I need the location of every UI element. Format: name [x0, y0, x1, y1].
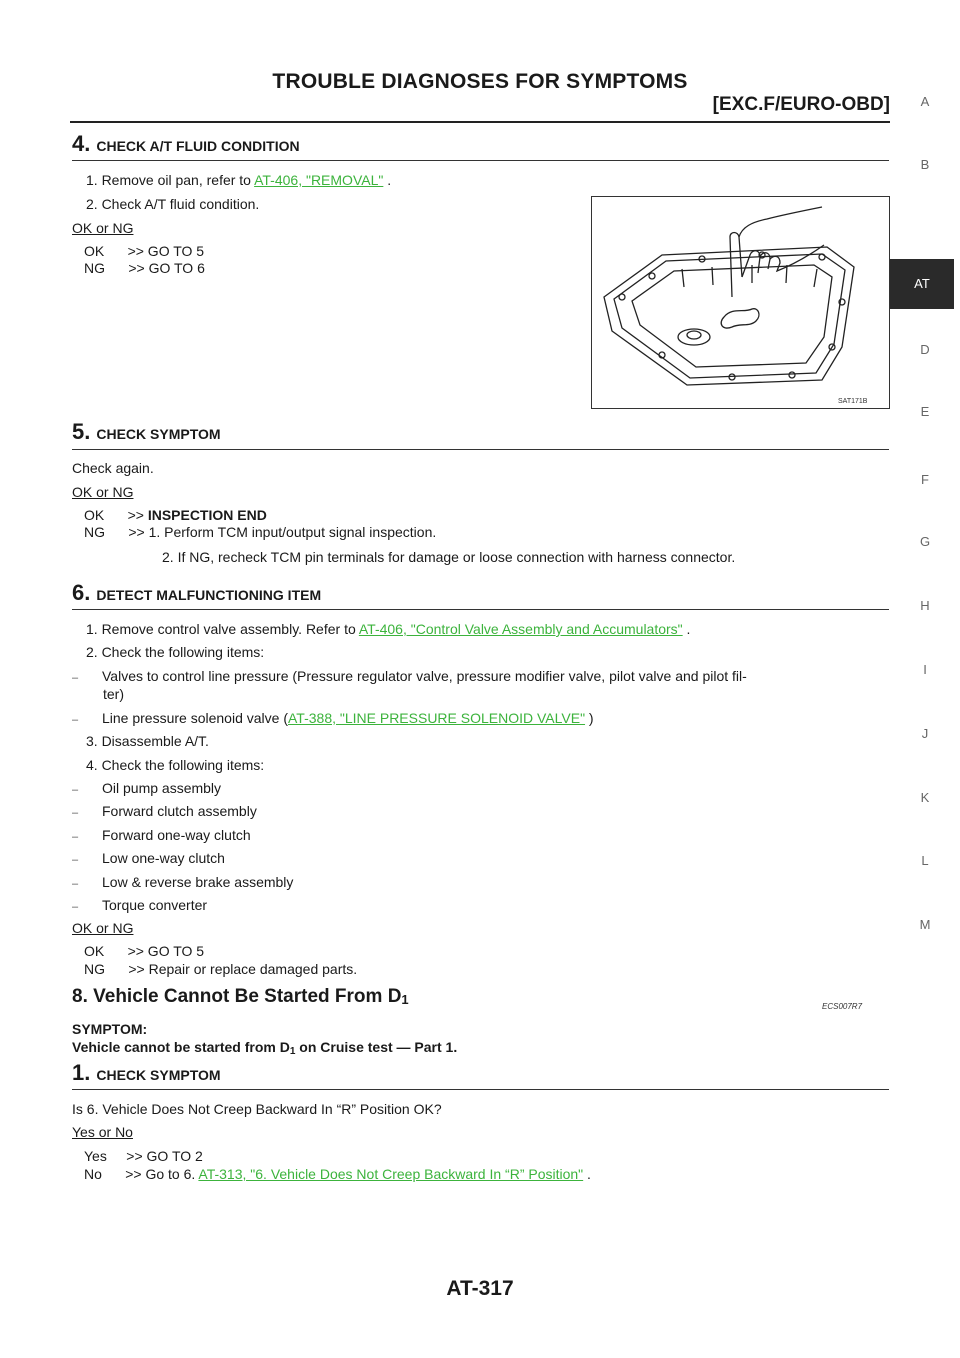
- reference-link[interactable]: AT-313, "6. Vehicle Does Not Creep Backward In “R” Position": [198, 1166, 584, 1182]
- dash-bullet: –: [72, 672, 79, 684]
- list-item: [72, 874, 293, 893]
- list-item-cont: ter): [103, 686, 124, 702]
- oil-pan-figure: [591, 196, 890, 409]
- step-rule: [72, 449, 889, 450]
- step-title: DETECT MALFUNCTIONING ITEM: [96, 587, 322, 603]
- step-title: CHECK SYMPTOM: [96, 1067, 221, 1083]
- list-item: [72, 803, 257, 822]
- step-title: CHECK SYMPTOM: [96, 426, 221, 442]
- list-item: [72, 780, 221, 799]
- ok-ng-label: OK or NG: [72, 220, 134, 236]
- list-item-text: ): [585, 710, 594, 726]
- symptom-text-part: on Cruise test — Part 1.: [295, 1039, 458, 1055]
- reference-link[interactable]: AT-406, "REMOVAL": [254, 172, 384, 188]
- instruction-text: .: [383, 172, 392, 188]
- page-subtitle: [EXC.F/EURO-OBD]: [712, 94, 890, 115]
- step-number: 6.: [72, 580, 91, 605]
- sidebar-tab-a[interactable]: A: [920, 94, 930, 109]
- list-item-text: Line pressure solenoid valve (: [102, 710, 288, 726]
- sidebar-tab-g[interactable]: G: [919, 534, 931, 549]
- list-item: [72, 897, 207, 916]
- step-5-heading: [72, 419, 221, 445]
- section-heading: [72, 986, 409, 1008]
- step-6-heading: [72, 580, 321, 606]
- instruction-line: Check again.: [72, 460, 154, 476]
- list-item-text: Low & reverse brake assembly: [102, 874, 294, 890]
- list-item-text: Forward clutch assembly: [102, 803, 257, 819]
- no-result: [84, 1166, 591, 1183]
- dash-bullet: –: [72, 807, 79, 819]
- result-text: OK >>: [84, 507, 148, 523]
- oil-pan-illustration: [592, 197, 889, 408]
- instruction-line: Is 6. Vehicle Does Not Creep Backward In “R” Position OK?: [72, 1101, 442, 1117]
- step-number: 5.: [72, 419, 91, 444]
- section-title-sub: 1: [401, 992, 409, 1007]
- sidebar-tab-l[interactable]: L: [921, 853, 929, 868]
- ng-result: NG >> GO TO 6: [84, 260, 205, 276]
- step-rule: [72, 160, 889, 161]
- instruction-line: 3. Disassemble A/T.: [86, 733, 209, 749]
- ok-result: OK >> GO TO 5: [84, 243, 205, 259]
- list-item-text: Oil pump assembly: [102, 780, 222, 796]
- instruction-line: [86, 172, 391, 189]
- result-text: .: [583, 1166, 591, 1182]
- ok-result: [84, 507, 267, 524]
- dash-bullet: –: [72, 878, 79, 890]
- sidebar-tab-h[interactable]: H: [920, 598, 930, 613]
- step-1-heading: [72, 1060, 221, 1086]
- dash-bullet: –: [72, 714, 79, 726]
- sidebar-tab-j[interactable]: J: [921, 726, 929, 741]
- section-index-sidebar: [890, 0, 960, 1358]
- dash-bullet: –: [72, 784, 79, 796]
- step-rule: [72, 609, 889, 610]
- sidebar-tab-d[interactable]: D: [920, 342, 930, 357]
- step-number: 4.: [72, 131, 91, 156]
- sidebar-tab-f[interactable]: F: [921, 472, 929, 487]
- sidebar-tab-at[interactable]: AT: [890, 259, 954, 309]
- reference-link[interactable]: AT-406, "Control Valve Assembly and Accumulators": [358, 621, 683, 637]
- instruction-text: 1. Remove oil pan, refer to: [86, 172, 255, 188]
- sidebar-tab-k[interactable]: K: [920, 790, 930, 805]
- instruction-line: [86, 621, 690, 638]
- ok-result: OK >> GO TO 5: [84, 943, 205, 959]
- header-rule: [70, 121, 890, 123]
- page-title: TROUBLE DIAGNOSES FOR SYMPTOMS: [272, 70, 688, 93]
- figure-code: SAT171B: [838, 398, 868, 405]
- symptom-sub: 1: [289, 1046, 296, 1057]
- section-code: ECS007R7: [822, 1002, 863, 1011]
- list-item-text: Torque converter: [102, 897, 208, 913]
- ok-ng-label: OK or NG: [72, 484, 134, 500]
- sidebar-tab-e[interactable]: E: [920, 404, 930, 419]
- list-item: [72, 710, 594, 729]
- step-number: 1.: [72, 1060, 91, 1085]
- instruction-line: 4. Check the following items:: [86, 757, 265, 773]
- yes-no-label: Yes or No: [72, 1124, 133, 1140]
- ng-result: NG >> 1. Perform TCM input/output signal inspection.: [84, 524, 437, 540]
- sidebar-tab-i[interactable]: I: [923, 662, 927, 677]
- instruction-text: .: [682, 621, 691, 637]
- step-title: CHECK A/T FLUID CONDITION: [96, 138, 300, 154]
- step-4-heading: [72, 131, 300, 157]
- reference-link[interactable]: AT-388, "LINE PRESSURE SOLENOID VALVE": [288, 710, 586, 726]
- list-item-text: Valves to control line pressure (Pressure regulator valve, pressure modifier valve, pilot valve and pilot fil-: [102, 668, 747, 684]
- ng-result: NG >> Repair or replace damaged parts.: [84, 961, 358, 977]
- step-rule: [72, 1089, 889, 1090]
- result-text: No >> Go to 6.: [84, 1166, 199, 1182]
- list-item: [72, 668, 747, 687]
- list-item-text: Forward one-way clutch: [102, 827, 251, 843]
- list-item: [72, 850, 225, 869]
- instruction-text: 1. Remove control valve assembly. Refer to: [86, 621, 359, 637]
- sidebar-tab-m[interactable]: M: [919, 917, 931, 932]
- symptom-text-part: Vehicle cannot be started from D: [72, 1039, 290, 1055]
- sidebar-tab-b[interactable]: B: [920, 157, 930, 172]
- page-number: AT-317: [446, 1277, 514, 1300]
- dash-bullet: –: [72, 854, 79, 866]
- symptom-label: SYMPTOM:: [72, 1021, 148, 1037]
- yes-result: Yes >> GO TO 2: [84, 1148, 203, 1164]
- instruction-line: 2. Check the following items:: [86, 644, 265, 660]
- ok-ng-label: OK or NG: [72, 920, 134, 936]
- symptom-text: [72, 1039, 457, 1060]
- instruction-line: 2. Check A/T fluid condition.: [86, 196, 260, 212]
- section-title: 8. Vehicle Cannot Be Started From D: [72, 986, 402, 1007]
- list-item-text: Low one-way clutch: [102, 850, 225, 866]
- result-bold: INSPECTION END: [147, 507, 267, 523]
- dash-bullet: –: [72, 901, 79, 913]
- list-item: [72, 827, 251, 846]
- dash-bullet: –: [72, 831, 79, 843]
- ng-result-cont: 2. If NG, recheck TCM pin terminals for damage or loose connection with harness connector.: [162, 549, 736, 565]
